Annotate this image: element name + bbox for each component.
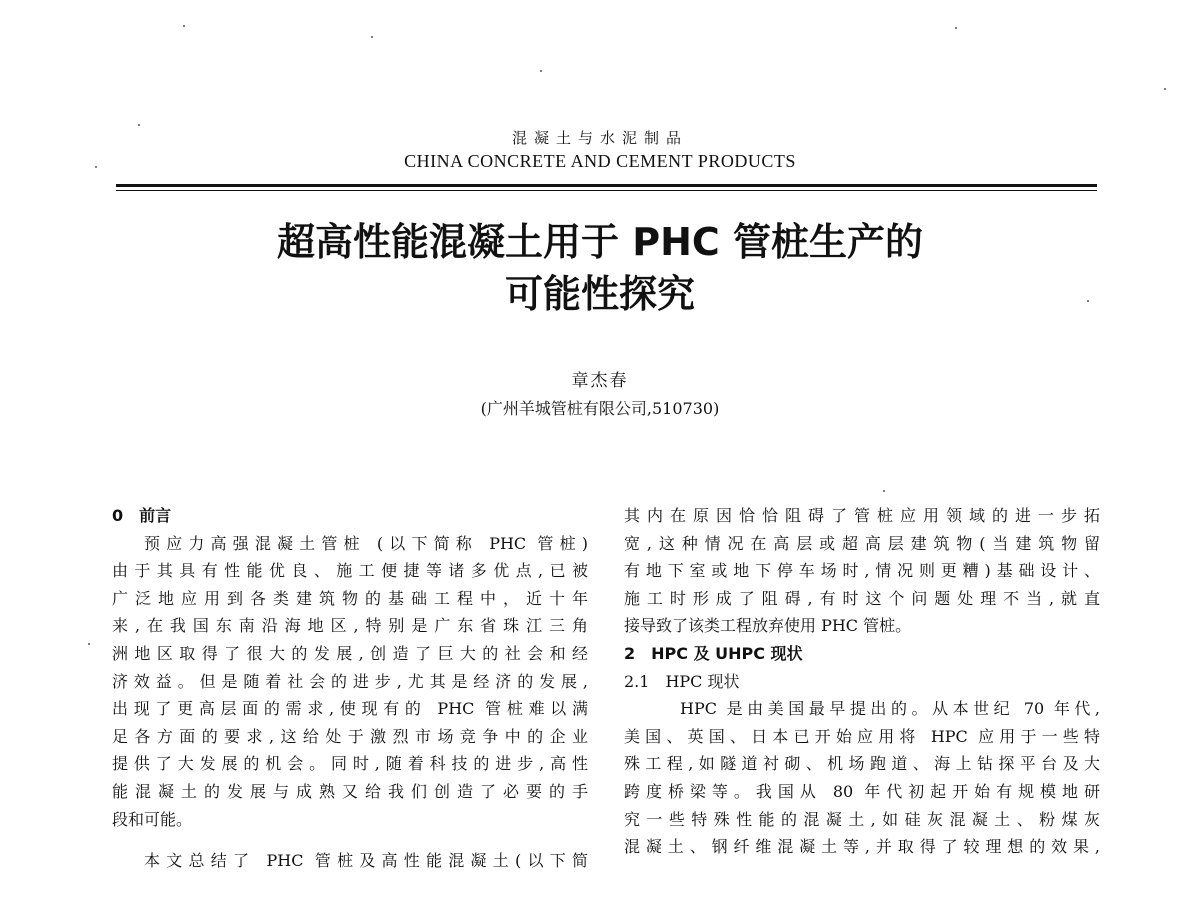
article-title-line: 可能性探究 <box>504 272 695 316</box>
body-text-line: 接导致了该类工程放弃使用 PHC 管桩。 <box>624 616 912 636</box>
scan-speck <box>1164 88 1166 90</box>
section-heading: 0 前言 <box>112 506 172 525</box>
scan-speck <box>138 124 140 126</box>
body-text-line: 预应力高强混凝土管桩 (以下简称 PHC 管桩) <box>144 533 588 553</box>
scan-speck <box>371 36 373 38</box>
body-text-line: 由于其具有性能优良、施工便捷等诸多优点,已被 <box>112 561 588 581</box>
body-column-right <box>624 502 1100 861</box>
body-text-line: 出现了更高层面的需求,使现有的 PHC 管桩难以满 <box>112 699 588 719</box>
body-text-line: 段和可能。 <box>112 809 193 829</box>
body-text-line: 来,在我国东南沿海地区,特别是广东省珠江三角 <box>112 616 588 636</box>
header-rule-thin <box>116 190 1097 191</box>
journal-title-en: CHINA CONCRETE AND CEMENT PRODUCTS <box>404 151 796 171</box>
scan-speck <box>883 490 885 492</box>
article-title-line: 超高性能混凝土用于 PHC 管桩生产的 <box>276 220 923 264</box>
scan-speck <box>540 70 542 72</box>
subsection-heading: 2.1 HPC 现状 <box>624 671 740 691</box>
body-text-line: 跨度桥梁等。我国从 80 年代初起开始有规模地研 <box>624 781 1100 801</box>
article-author: 章杰春 <box>571 371 629 391</box>
body-text-line: 能混凝土的发展与成熟又给我们创造了必要的手 <box>112 781 588 801</box>
body-text-line: 洲地区取得了很大的发展,创造了巨大的社会和经 <box>112 643 588 663</box>
body-text-line: 美国、英国、日本已开始应用将 HPC 应用于一些特 <box>624 726 1100 746</box>
section-heading: 2 HPC 及 UHPC 现状 <box>624 643 803 663</box>
body-text-line: 殊工程,如隧道衬砌、机场跑道、海上钻探平台及大 <box>624 754 1100 774</box>
body-column-left <box>112 502 588 875</box>
body-text-line: 提供了大发展的机会。同时,随着科技的进步,高性 <box>112 754 588 774</box>
body-text-line: 究一些特殊性能的混凝土,如硅灰混凝土、粉煤灰 <box>624 809 1100 829</box>
body-text-line: 广泛地应用到各类建筑物的基础工程中，近十年 <box>112 588 588 608</box>
scan-speck <box>88 643 90 645</box>
body-text-line: 宽,这种情况在高层或超高层建筑物(当建筑物留 <box>624 533 1100 553</box>
article-title <box>0 216 1200 320</box>
body-text-line: 混凝土、钢纤维混凝土等,并取得了较理想的效果, <box>624 837 1100 857</box>
journal-title-cn: 混凝土与水泥制品 <box>511 129 688 147</box>
body-text-line: 其内在原因恰恰阻碍了管桩应用领域的进一步拓 <box>624 506 1100 525</box>
body-text-line: 济效益。但是随着社会的进步,尤其是经济的发展, <box>112 671 588 691</box>
scan-speck <box>183 25 185 27</box>
scan-speck <box>955 27 957 29</box>
body-text-line: HPC 是由美国最早提出的。从本世纪 70 年代, <box>680 699 1100 719</box>
body-text-line: 施工时形成了阻碍,有时这个问题处理不当,就直 <box>624 588 1100 608</box>
body-text-line: 足各方面的要求,这给处于激烈市场竞争中的企业 <box>112 726 588 746</box>
body-text-line: 本文总结了 PHC 管桩及高性能混凝土(以下简 <box>144 851 588 871</box>
header-rule-thick <box>116 184 1097 187</box>
author-affiliation: (广州羊城管桩有限公司,510730) <box>480 399 720 418</box>
body-text-line: 有地下室或地下停车场时,情况则更糟)基础设计、 <box>624 561 1100 581</box>
